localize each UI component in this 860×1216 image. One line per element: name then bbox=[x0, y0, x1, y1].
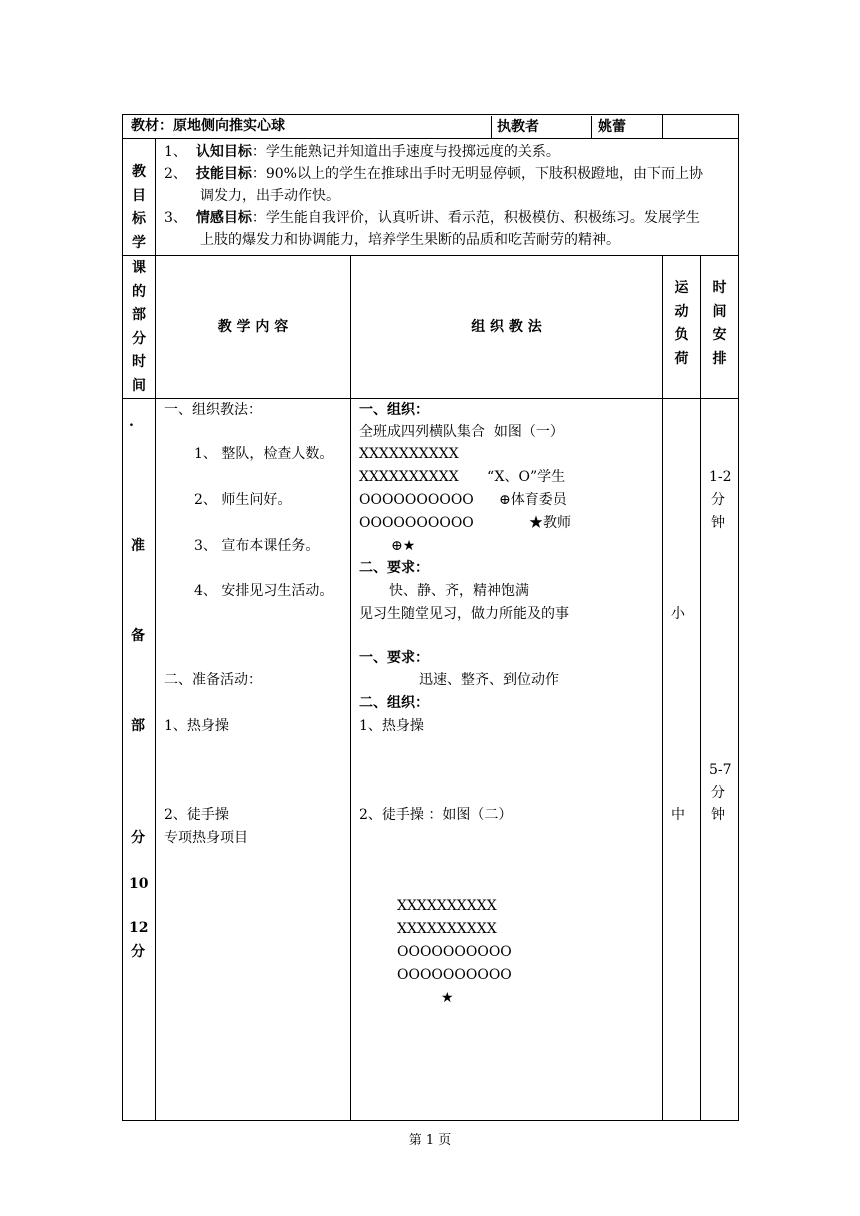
fig1-row-4: OOOOOOOOOO bbox=[359, 515, 474, 531]
legend-students: “X、O”学生 bbox=[487, 469, 566, 485]
fig1-marks: ⊕★ bbox=[391, 538, 416, 554]
fig1-row-2: XXXXXXXXXX bbox=[359, 469, 459, 485]
content-warmup-2: 2、徒手操 bbox=[164, 807, 229, 823]
objective-3: 3、 情感目标：学生能自我评价，认真听讲、看示范，积极模仿、积极练习。发展学生 bbox=[164, 210, 700, 226]
legend-teacher: ★教师 bbox=[529, 515, 571, 531]
teacher-label: 执教者 bbox=[497, 118, 540, 135]
lesson-plan-table bbox=[122, 114, 739, 1121]
col-time: 时 间 安 排 bbox=[701, 256, 739, 399]
content-column bbox=[156, 399, 351, 1121]
content-item-3: 3、 宣布本课任务。 bbox=[194, 538, 320, 554]
objective-2: 2、 技能目标：90%以上的学生在推球出手时无明显停顿，下肢积极蹬地，由下而上协 bbox=[164, 166, 703, 182]
col-load: 运 动 负 荷 bbox=[663, 256, 701, 399]
fig2-star: ★ bbox=[441, 990, 454, 1006]
col-part-time: 课 的 部 分 时 间 bbox=[123, 256, 156, 399]
fig2-row-4: OOOOOOOOOO bbox=[397, 967, 512, 983]
body-row bbox=[123, 399, 739, 1121]
legend-pe: ⊕体育委员 bbox=[499, 492, 567, 508]
fig2-row-2: XXXXXXXXXX bbox=[397, 921, 497, 937]
col-method: 组 织 教 法 bbox=[351, 256, 663, 399]
fig1-row-3: OOOOOOOOOO bbox=[359, 492, 474, 508]
column-header-row bbox=[123, 256, 739, 399]
content-item-4: 4、 安排见习生活动。 bbox=[194, 583, 334, 599]
content-sec2-title: 二、准备活动： bbox=[164, 672, 262, 688]
content-warmup-3: 专项热身项目 bbox=[164, 830, 248, 846]
load-column: 小 中 bbox=[663, 399, 701, 1121]
objective-3-cont: 上肢的爆发力和协调能力，培养学生果断的品质和吃苦耐劳的精神。 bbox=[200, 232, 620, 248]
part-column: . 准 备 部 分 10 12 分 bbox=[123, 399, 156, 1121]
fig1-row-1: XXXXXXXXXX bbox=[359, 446, 459, 462]
objectives-side-label: 教 目 标 学 bbox=[123, 139, 156, 256]
material-value: 原地侧向推实心球 bbox=[173, 118, 285, 134]
page-footer: 第 1 页 bbox=[408, 1133, 452, 1148]
method-column: 一、组织： 全班成四列横队集合 如图（一） XXXXXXXXXX XXXXXXXXXX OOOOOOOOOO OOOOOOOOOO “X、O”学生 ⊕体育委员 ★教师 ⊕★ 二、要求： 快、静、齐，精神饱满 见习生随堂见习，做力所能及的事 一、要求： 迅速、整齐、到位动作 二、组织： 1、热身操 2、徒手操 ：如图（二） XXXXXXXXXX XXXXXXXXXX OOOOOOOOOO OOOOOOOOOO ★ bbox=[351, 399, 663, 1121]
content-warmup-1: 1、热身操 bbox=[164, 718, 229, 734]
header-row bbox=[123, 115, 739, 139]
teacher-value: 姚蕾 bbox=[598, 118, 627, 135]
material-label: 教材： bbox=[131, 118, 173, 134]
time-column: 1-2 分 钟 5-7 分 钟 bbox=[701, 399, 739, 1121]
content-item-1: 1、 整队，检查人数。 bbox=[194, 446, 334, 462]
objective-2-cont: 调发力，出手动作快。 bbox=[200, 188, 340, 204]
content-sec1-title: 一、组织教法： bbox=[164, 402, 262, 418]
content-item-2: 2、 师生问好。 bbox=[194, 492, 292, 508]
fig2-row-3: OOOOOOOOOO bbox=[397, 944, 512, 960]
objective-1: 1、 认知目标：学生能熟记并知道出手速度与投掷远度的关系。 bbox=[164, 144, 560, 160]
col-content: 教 学 内 容 bbox=[156, 256, 351, 399]
fig2-row-1: XXXXXXXXXX bbox=[397, 898, 497, 914]
objectives-row bbox=[123, 139, 739, 256]
